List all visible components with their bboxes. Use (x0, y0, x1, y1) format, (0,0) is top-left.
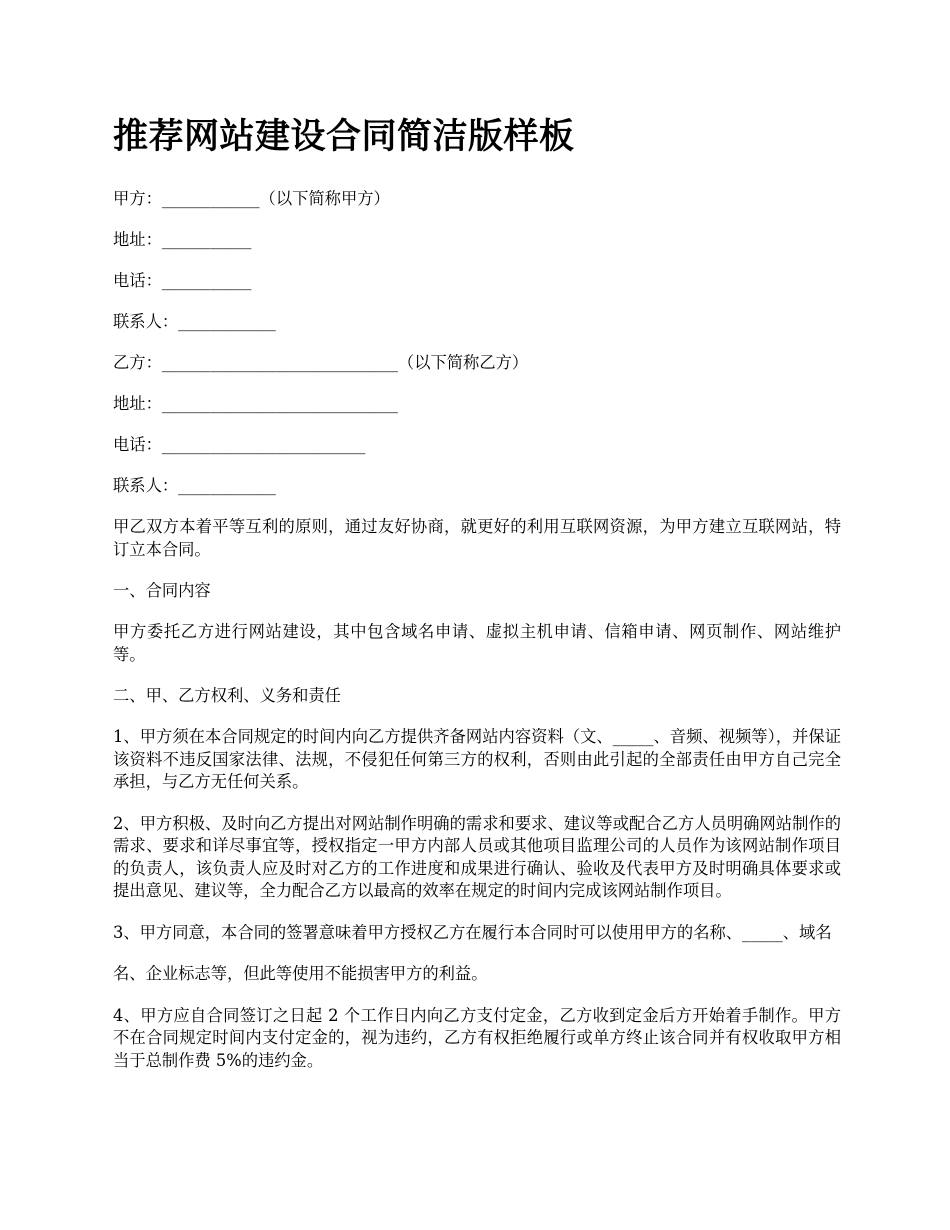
party-a-phone-line: 电话：___________ (113, 271, 252, 290)
clause-1: 1、甲方须在本合同规定的时间内向乙方提供齐备网站内容资料（文、_____、音频、视频等），并保证该资料不违反国家法律、法规，不侵犯任何第三方的权利，否则由此引起的全部责任由甲方自己完全承担，与乙方无任何关系。 (113, 727, 841, 791)
section-1-body: 甲方委托乙方进行网站建设，其中包含域名申请、虚拟主机申请、信箱申请、网页制作、网站维护等。 (113, 622, 841, 664)
party-a-contact-line: 联系人：____________ (113, 312, 276, 331)
intro-paragraph: 甲乙双方本着平等互利的原则，通过友好协商，就更好的利用互联网资源，为甲方建立互联网站，特订立本合同。 (113, 517, 841, 559)
party-b-contact-line: 联系人：____________ (113, 476, 276, 495)
party-a-name-line: 甲方：____________（以下简称甲方） (113, 189, 390, 208)
party-a-address-line: 地址：___________ (113, 230, 252, 249)
section-1-heading: 一、合同内容 (113, 581, 211, 600)
party-b-name-line: 乙方：_____________________________（以下简称乙方） (113, 353, 529, 372)
clause-4: 4、甲方应自合同签订之日起 2 个工作日内向乙方支付定金，乙方收到定金后方开始着手制作。甲方不在合同规定时间内支付定金的，视为违约，乙方有权拒绝履行或单方终止该合同并有权收取甲方相当于总制作费 5%的违约金。 (113, 1005, 841, 1070)
document-title: 推荐网站建设合同简洁版样板 (113, 116, 575, 157)
party-b-phone-line: 电话：_________________________ (113, 435, 366, 454)
party-b-address-line: 地址：_____________________________ (113, 394, 398, 413)
clause-2: 2、甲方积极、及时向乙方提出对网站制作明确的需求和要求、建议等或配合乙方人员明确网站制作的需求、要求和详尽事宜等，授权指定一甲方内部人员或其他项目监理公司的人员作为该网站制作项目的负责人，该负责人应及时对乙方的工作进度和成果进行确认、验收及代表甲方及时明确具体要求或提出意见、建议等，全力配合乙方以最高的效率在规定的时间内完成该网站制作项目。 (113, 813, 841, 900)
clause-3: 3、甲方同意，本合同的签署意味着甲方授权乙方在履行本合同时可以使用甲方的名称、_____、域名 (113, 922, 832, 942)
clause-3-continuation: 名、企业标志等，但此等使用不能损害甲方的利益。 (113, 964, 488, 983)
document-page (113, 112, 841, 1091)
section-2-heading: 二、甲、乙方权利、义务和责任 (113, 686, 341, 705)
